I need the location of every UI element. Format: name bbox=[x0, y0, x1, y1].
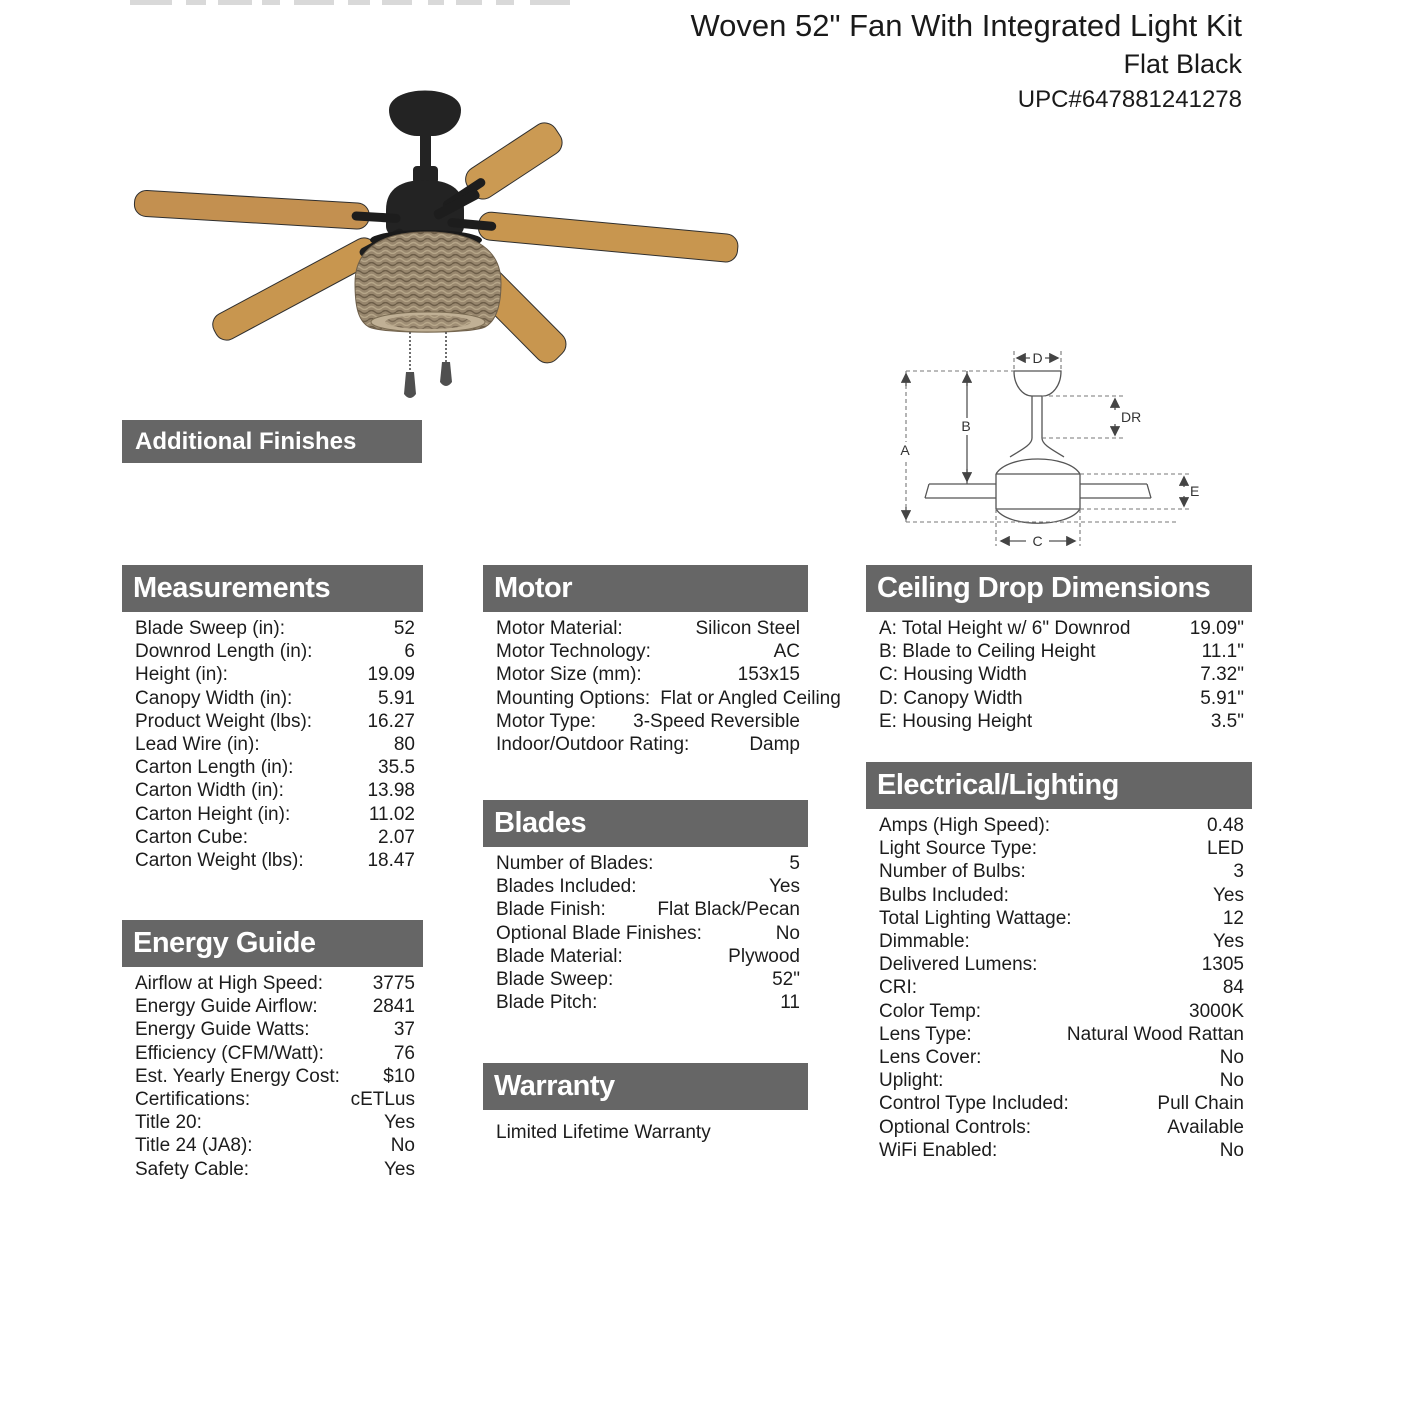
spec-value: LED bbox=[1207, 838, 1244, 860]
spec-label: WiFi Enabled: bbox=[879, 1139, 998, 1161]
spec-row bbox=[122, 1111, 423, 1134]
spec-value: Pull Chain bbox=[1157, 1093, 1244, 1115]
spec-value: 12 bbox=[1222, 907, 1244, 929]
spec-row bbox=[866, 860, 1252, 883]
spec-row bbox=[483, 687, 841, 710]
spec-value: 5 bbox=[789, 853, 800, 874]
product-title: Woven 52" Fan With Integrated Light Kit bbox=[690, 8, 1242, 43]
spec-label: B: Blade to Ceiling Height bbox=[879, 641, 1096, 663]
diagram-label-c: C bbox=[1032, 533, 1043, 549]
spec-value: 3-Speed Reversible bbox=[633, 710, 800, 732]
spec-value: 76 bbox=[393, 1042, 415, 1064]
spec-value: Available bbox=[1167, 1116, 1244, 1138]
energy-guide-rows bbox=[122, 967, 423, 1181]
section-header-electrical: Electrical/Lighting bbox=[866, 762, 1252, 809]
spec-label: Blade Material: bbox=[496, 945, 623, 967]
section-header-motor: Motor bbox=[483, 565, 808, 612]
spec-row bbox=[483, 922, 808, 945]
spec-row bbox=[122, 779, 423, 802]
spec-label: Optional Blade Finishes: bbox=[496, 922, 702, 944]
spec-value: No bbox=[1219, 1070, 1244, 1092]
spec-value: 18.47 bbox=[367, 850, 415, 872]
spec-label: D: Canopy Width bbox=[879, 687, 1023, 709]
spec-label: Est. Yearly Energy Cost: bbox=[135, 1065, 340, 1087]
spec-label: Lead Wire (in): bbox=[135, 734, 260, 756]
spec-row bbox=[866, 687, 1252, 710]
spec-label: Motor Technology: bbox=[496, 641, 651, 663]
cropped-logo-fragment bbox=[186, 0, 206, 5]
spec-row bbox=[122, 995, 423, 1018]
spec-label: Carton Length (in): bbox=[135, 757, 294, 779]
section-header-blades: Blades bbox=[483, 800, 808, 847]
diagram-label-b: B bbox=[961, 418, 971, 434]
spec-value: Flat Black/Pecan bbox=[657, 899, 800, 921]
spec-row bbox=[122, 710, 423, 733]
spec-row bbox=[122, 803, 423, 826]
spec-row bbox=[866, 617, 1252, 640]
spec-value: 153x15 bbox=[737, 664, 800, 686]
spec-value: 19.09" bbox=[1189, 618, 1244, 639]
measurements-rows bbox=[122, 612, 423, 872]
spec-label: Dimmable: bbox=[879, 931, 970, 953]
section-warranty bbox=[483, 1063, 808, 1144]
spec-label: Total Lighting Wattage: bbox=[879, 907, 1072, 929]
spec-label: Lens Cover: bbox=[879, 1047, 982, 1069]
spec-label: Efficiency (CFM/Watt): bbox=[135, 1042, 324, 1064]
spec-label: Lens Type: bbox=[879, 1023, 972, 1045]
spec-label: C: Housing Width bbox=[879, 664, 1027, 686]
spec-row bbox=[483, 945, 808, 968]
dimension-diagram bbox=[893, 346, 1203, 564]
spec-row bbox=[483, 640, 808, 663]
spec-value: 80 bbox=[393, 734, 415, 756]
spec-row bbox=[122, 1018, 423, 1041]
rattan-light-shade bbox=[355, 230, 501, 332]
spec-value: 19.09 bbox=[367, 664, 415, 686]
spec-label: Blade Pitch: bbox=[496, 992, 598, 1014]
spec-label: CRI: bbox=[879, 977, 917, 999]
spec-row bbox=[866, 1069, 1252, 1092]
cropped-logo-fragment bbox=[348, 0, 370, 5]
spec-value: 11.1" bbox=[1201, 641, 1244, 663]
spec-value: 3 bbox=[1233, 861, 1244, 883]
spec-row bbox=[122, 972, 423, 995]
spec-row bbox=[122, 1042, 423, 1065]
spec-label: Canopy Width (in): bbox=[135, 687, 293, 709]
spec-label: Carton Weight (lbs): bbox=[135, 850, 304, 872]
spec-row bbox=[483, 991, 808, 1014]
spec-row bbox=[122, 756, 423, 779]
spec-row bbox=[122, 733, 423, 756]
spec-row bbox=[483, 617, 808, 640]
spec-row bbox=[866, 710, 1252, 733]
spec-row bbox=[866, 837, 1252, 860]
cropped-logo-fragment bbox=[428, 0, 444, 5]
spec-row bbox=[866, 1000, 1252, 1023]
spec-label: Carton Width (in): bbox=[135, 780, 284, 802]
spec-row bbox=[866, 640, 1252, 663]
spec-value: 35.5 bbox=[378, 757, 415, 779]
section-motor bbox=[483, 565, 841, 756]
spec-row bbox=[483, 898, 808, 921]
fan-downrod bbox=[413, 134, 438, 184]
diagram-label-d: D bbox=[1032, 350, 1043, 366]
spec-label: E: Housing Height bbox=[879, 710, 1033, 732]
spec-value: No bbox=[775, 922, 800, 944]
spec-value: 5.91" bbox=[1200, 687, 1244, 709]
spec-row bbox=[122, 826, 423, 849]
spec-value: Silicon Steel bbox=[695, 618, 800, 639]
spec-row bbox=[866, 907, 1252, 930]
spec-value: 52 bbox=[393, 618, 415, 639]
spec-label: Energy Guide Watts: bbox=[135, 1019, 310, 1041]
spec-value: No bbox=[1219, 1139, 1244, 1161]
spec-label: Number of Bulbs: bbox=[879, 861, 1026, 883]
spec-row bbox=[122, 663, 423, 686]
spec-value: Yes bbox=[769, 876, 800, 898]
pull-chain bbox=[404, 332, 452, 398]
spec-row bbox=[122, 1134, 423, 1157]
spec-label: Carton Cube: bbox=[135, 826, 249, 848]
spec-label: Height (in): bbox=[135, 664, 228, 686]
spec-label: Product Weight (lbs): bbox=[135, 710, 313, 732]
cropped-logo-fragment bbox=[218, 0, 252, 5]
spec-value: Yes bbox=[384, 1112, 415, 1134]
spec-value: 3.5" bbox=[1210, 710, 1244, 732]
spec-label: Carton Height (in): bbox=[135, 803, 291, 825]
spec-row bbox=[483, 663, 808, 686]
spec-value: 6 bbox=[404, 641, 415, 663]
spec-label: Motor Size (mm): bbox=[496, 664, 642, 686]
spec-row bbox=[866, 1046, 1252, 1069]
spec-value: No bbox=[1219, 1047, 1244, 1069]
product-finish: Flat Black bbox=[1123, 49, 1242, 79]
spec-value: 3775 bbox=[372, 973, 415, 994]
spec-label: Title 24 (JA8): bbox=[135, 1135, 253, 1157]
cropped-logo-fragment bbox=[262, 0, 280, 5]
spec-value: 11 bbox=[780, 992, 800, 1014]
spec-row bbox=[866, 814, 1252, 837]
spec-label: Safety Cable: bbox=[135, 1158, 250, 1180]
section-header-warranty: Warranty bbox=[483, 1063, 808, 1110]
spec-row bbox=[866, 1023, 1252, 1046]
spec-value: 16.27 bbox=[367, 710, 415, 732]
section-blades bbox=[483, 800, 808, 1014]
diagram-label-dr: DR bbox=[1121, 409, 1142, 425]
section-header-energy-guide: Energy Guide bbox=[122, 920, 423, 967]
spec-label: Bulbs Included: bbox=[879, 884, 1009, 906]
spec-value: Plywood bbox=[728, 945, 800, 967]
cropped-logo-fragment bbox=[456, 0, 482, 5]
spec-row bbox=[866, 976, 1252, 999]
spec-row bbox=[122, 1088, 423, 1111]
spec-label: Energy Guide Airflow: bbox=[135, 996, 318, 1018]
spec-row bbox=[483, 875, 808, 898]
spec-label: Motor Type: bbox=[496, 710, 596, 732]
title-block bbox=[690, 8, 1242, 114]
spec-row bbox=[483, 710, 808, 733]
spec-label: Mounting Options: bbox=[496, 687, 651, 709]
spec-value: Yes bbox=[1213, 884, 1244, 906]
motor-rows bbox=[483, 612, 841, 756]
warranty-text: Limited Lifetime Warranty bbox=[496, 1122, 711, 1143]
spec-label: Delivered Lumens: bbox=[879, 954, 1038, 976]
cropped-logo-fragment bbox=[130, 0, 172, 5]
spec-row bbox=[483, 968, 808, 991]
spec-label: Number of Blades: bbox=[496, 853, 654, 874]
blades-rows bbox=[483, 847, 808, 1014]
spec-row bbox=[122, 687, 423, 710]
spec-row bbox=[866, 1139, 1252, 1162]
spec-value: Flat or Angled Ceiling bbox=[660, 687, 841, 709]
spec-value: 52" bbox=[772, 969, 800, 991]
section-electrical-lighting bbox=[866, 762, 1252, 1162]
fan-canopy bbox=[389, 91, 461, 137]
cropped-logo-fragment bbox=[496, 0, 514, 5]
spec-row bbox=[866, 930, 1252, 953]
spec-row bbox=[866, 953, 1252, 976]
section-measurements bbox=[122, 565, 423, 872]
spec-label: Blade Sweep: bbox=[496, 969, 614, 991]
spec-value: Yes bbox=[1213, 931, 1244, 953]
spec-label: Color Temp: bbox=[879, 1000, 982, 1022]
spec-row bbox=[866, 884, 1252, 907]
spec-value: Yes bbox=[384, 1158, 415, 1180]
section-energy-guide bbox=[122, 920, 423, 1181]
spec-value: 2.07 bbox=[378, 826, 415, 848]
spec-value: 1305 bbox=[1201, 954, 1244, 976]
spec-row bbox=[122, 617, 423, 640]
spec-row bbox=[483, 733, 808, 756]
diagram-label-e: E bbox=[1190, 483, 1200, 499]
diagram-dimension-lines bbox=[897, 350, 1199, 549]
diagram-label-a: A bbox=[900, 442, 910, 458]
diagram-fan-outline bbox=[925, 371, 1151, 523]
spec-value: 3000K bbox=[1189, 1000, 1244, 1022]
spec-row bbox=[122, 1158, 423, 1181]
cropped-logo-fragment bbox=[294, 0, 334, 5]
spec-row bbox=[866, 1092, 1252, 1115]
spec-label: Motor Material: bbox=[496, 618, 623, 639]
section-header-measurements: Measurements bbox=[122, 565, 423, 612]
spec-label: Uplight: bbox=[879, 1070, 944, 1092]
cropped-logo-fragment bbox=[530, 0, 570, 5]
spec-row bbox=[122, 640, 423, 663]
spec-value: 5.91 bbox=[378, 687, 415, 709]
spec-label: Blade Sweep (in): bbox=[135, 618, 285, 639]
spec-label: Amps (High Speed): bbox=[879, 815, 1051, 836]
spec-value: Damp bbox=[749, 734, 800, 756]
spec-label: A: Total Height w/ 6" Downrod bbox=[879, 618, 1131, 639]
spec-value: $10 bbox=[383, 1065, 415, 1087]
spec-value: Natural Wood Rattan bbox=[1066, 1023, 1244, 1045]
spec-label: Optional Controls: bbox=[879, 1116, 1032, 1138]
spec-label: Blade Finish: bbox=[496, 899, 606, 921]
spec-label: Blades Included: bbox=[496, 876, 637, 898]
spec-value: No bbox=[390, 1135, 415, 1157]
spec-value: 7.32" bbox=[1200, 664, 1244, 686]
spec-value: 0.48 bbox=[1207, 815, 1244, 836]
spec-row bbox=[866, 663, 1252, 686]
electrical-rows bbox=[866, 809, 1252, 1162]
spec-label: Control Type Included: bbox=[879, 1093, 1069, 1115]
section-ceiling-drop-dimensions bbox=[866, 565, 1252, 733]
spec-row bbox=[122, 1065, 423, 1088]
section-header-ceiling-drop: Ceiling Drop Dimensions bbox=[866, 565, 1252, 612]
spec-value: 11.02 bbox=[368, 803, 415, 825]
spec-value: 13.98 bbox=[367, 780, 415, 802]
spec-label: Certifications: bbox=[135, 1089, 251, 1111]
spec-label: Indoor/Outdoor Rating: bbox=[496, 734, 690, 756]
spec-row bbox=[122, 849, 423, 872]
spec-value: 2841 bbox=[372, 996, 415, 1018]
spec-value: cETLus bbox=[350, 1089, 415, 1111]
product-upc: UPC#647881241278 bbox=[1017, 86, 1242, 113]
cropped-logo-fragment bbox=[382, 0, 412, 5]
spec-label: Title 20: bbox=[135, 1112, 202, 1134]
spec-label: Airflow at High Speed: bbox=[135, 973, 323, 994]
spec-row bbox=[866, 1116, 1252, 1139]
spec-value: AC bbox=[773, 641, 800, 663]
spec-value: 37 bbox=[393, 1019, 415, 1041]
spec-label: Light Source Type: bbox=[879, 838, 1038, 860]
additional-finishes-header: Additional Finishes bbox=[122, 420, 422, 463]
spec-value: 84 bbox=[1222, 977, 1244, 999]
spec-label: Downrod Length (in): bbox=[135, 641, 313, 663]
spec-row bbox=[483, 852, 808, 875]
ceiling-drop-rows bbox=[866, 612, 1252, 733]
